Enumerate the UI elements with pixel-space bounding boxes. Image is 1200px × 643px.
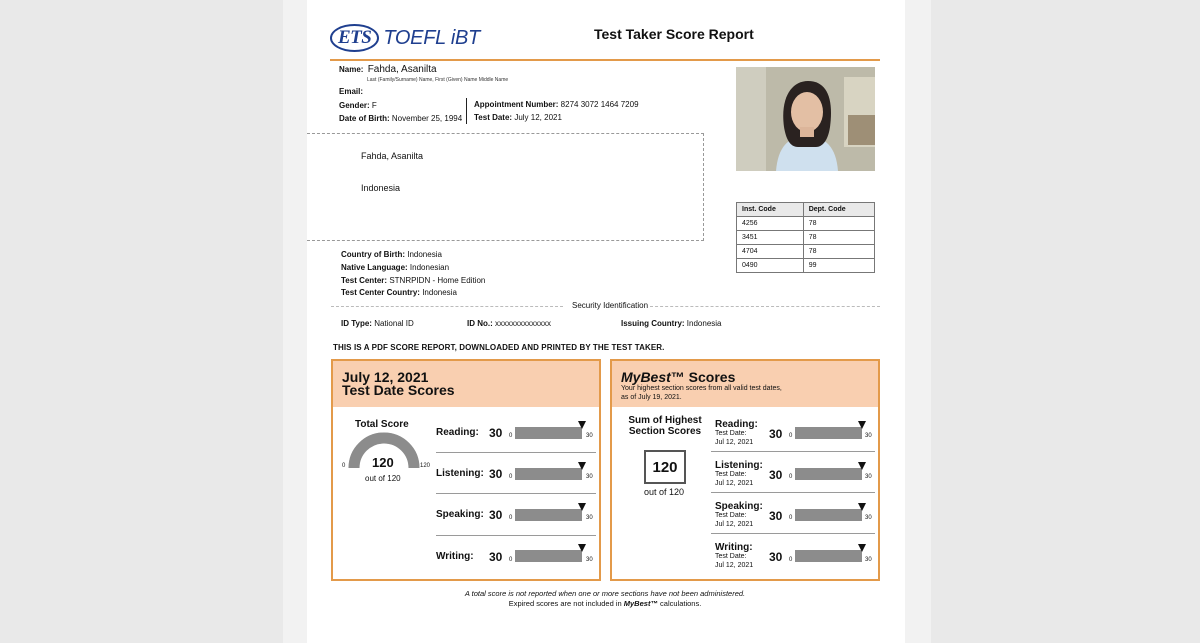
bar-min: 0	[789, 557, 793, 563]
score-marker	[578, 421, 586, 429]
address-name: Fahda, Asanilta	[361, 151, 424, 161]
score-marker	[578, 544, 586, 552]
section-score-bar	[515, 509, 582, 521]
row-divider	[711, 492, 875, 493]
bar-max: 30	[586, 474, 593, 480]
country-of-birth-value: Indonesia	[407, 250, 442, 259]
vertical-separator	[466, 98, 467, 124]
bar-min: 0	[789, 474, 793, 480]
score-marker	[858, 503, 866, 511]
section-score-reading: 30	[489, 426, 503, 440]
name-format-hint: Last (Family/Surname) Name, First (Given) Name Middle Name	[367, 77, 509, 83]
id-number-label: ID No.:	[467, 319, 493, 328]
section-name-reading: Reading:	[436, 427, 479, 438]
test-center-label: Test Center:	[341, 276, 388, 285]
sum-of-highest-label	[622, 415, 708, 437]
row-divider	[711, 451, 875, 452]
dob-label: Date of Birth:	[339, 114, 390, 123]
bar-max: 30	[865, 474, 872, 480]
id-number-value: xxxxxxxxxxxxxx	[495, 319, 552, 328]
dept-code-cell: 78	[803, 245, 874, 259]
mybest-score-bar	[795, 550, 862, 562]
address-country: Indonesia	[361, 183, 401, 193]
id-type-row	[341, 319, 414, 328]
institution-codes-table	[736, 202, 875, 273]
row-divider	[436, 452, 596, 453]
bar-min: 0	[509, 433, 513, 439]
bar-min: 0	[789, 515, 793, 521]
mybest-name-speaking: Speaking:	[715, 501, 763, 512]
test-date-row	[474, 113, 562, 122]
gender-value: F	[371, 101, 377, 110]
score-marker	[858, 462, 866, 470]
inst-code-cell: 4704	[737, 245, 804, 259]
test-center-value: STNRPIDN - Home Edition	[389, 276, 486, 285]
country-of-birth-label: Country of Birth:	[341, 250, 405, 259]
name-label: Name:	[339, 65, 364, 74]
test-date-scores-date: July 12, 2021	[342, 369, 429, 385]
footer-line-2b: MyBest™	[623, 599, 658, 608]
appointment-row	[474, 100, 639, 109]
bar-min: 0	[509, 557, 513, 563]
bar-max: 30	[586, 557, 593, 563]
mybest-name-reading: Reading:	[715, 419, 758, 430]
mybest-scores-header	[612, 361, 878, 407]
test-date-scores-title: Test Date Scores	[342, 382, 455, 398]
inst-code-cell: 4256	[737, 217, 804, 231]
test-center-country-row	[341, 288, 457, 297]
mybest-score-speaking: 30	[769, 509, 783, 523]
test-center-country-value: Indonesia	[422, 288, 457, 297]
mybest-title-rest: ™ Scores	[670, 369, 736, 385]
section-score-writing: 30	[489, 550, 503, 564]
mybest-score-reading: 30	[769, 427, 783, 441]
bar-max: 30	[865, 515, 872, 521]
title-divider	[330, 59, 880, 61]
section-name-writing: Writing:	[436, 551, 474, 562]
table-row	[737, 231, 875, 245]
mybest-date-listening: Jul 12, 2021	[715, 480, 754, 487]
sum-label-line-1: Sum of Highest	[628, 415, 702, 426]
mybest-subtitle-1: Your highest section scores from all valid test dates,	[621, 385, 782, 392]
total-score-label: Total Score	[355, 419, 409, 430]
row-divider	[436, 535, 596, 536]
mybest-name-listening: Listening:	[715, 460, 763, 471]
security-identification-title: Security Identification	[572, 301, 649, 310]
ets-toefl-logo	[330, 22, 480, 54]
native-language-label: Native Language:	[341, 263, 408, 272]
section-score-bar	[515, 427, 582, 439]
section-score-listening: 30	[489, 467, 503, 481]
bar-max: 30	[586, 515, 593, 521]
table-row	[737, 217, 875, 231]
issuing-country-row	[621, 319, 722, 328]
mybest-score-bar	[795, 509, 862, 521]
appointment-number: 8274 3072 1464 7209	[560, 100, 639, 109]
gender-row	[339, 101, 377, 110]
test-center-country-label: Test Center Country:	[341, 288, 420, 297]
native-language-value: Indonesian	[409, 263, 450, 272]
mybest-score-listening: 30	[769, 468, 783, 482]
mybest-title-italic: MyBest	[621, 369, 671, 385]
mybest-date-reading: Jul 12, 2021	[715, 439, 754, 446]
bar-min: 0	[789, 433, 793, 439]
sum-label-line-2: Section Scores	[628, 426, 702, 437]
candidate-name: Fahda, Asanilta	[367, 64, 437, 75]
footer-line-2c: calculations.	[657, 599, 702, 608]
native-language-row	[341, 263, 449, 272]
mybest-date-label: Test Date:	[715, 512, 747, 519]
dept-code-cell: 78	[803, 217, 874, 231]
mybest-date-writing: Jul 12, 2021	[715, 562, 754, 569]
section-score-bar	[515, 550, 582, 562]
photo-illustration	[736, 67, 875, 171]
mybest-date-speaking: Jul 12, 2021	[715, 521, 754, 528]
footer-note	[440, 589, 770, 609]
id-type-value: National ID	[374, 319, 414, 328]
section-name-listening: Listening:	[436, 468, 484, 479]
mybest-date-label: Test Date:	[715, 430, 747, 437]
total-score-value: 120	[372, 455, 394, 470]
bar-min: 0	[509, 515, 513, 521]
ets-logo-text: ETS	[330, 24, 379, 52]
total-score-out-of: out of 120	[365, 474, 401, 483]
inst-code-header: Inst. Code	[737, 203, 804, 217]
appointment-label: Appointment Number:	[474, 100, 559, 109]
dept-code-header: Dept. Code	[803, 203, 874, 217]
test-date-scores-header	[333, 361, 599, 407]
table-row	[737, 259, 875, 273]
section-score-bar	[515, 468, 582, 480]
mybest-date-label: Test Date:	[715, 553, 747, 560]
mybest-subtitle-2: as of July 19, 2021.	[621, 394, 682, 401]
issuing-country-value: Indonesia	[686, 319, 722, 328]
report-title: Test Taker Score Report	[594, 26, 754, 42]
name-row	[339, 64, 437, 75]
table-row	[737, 245, 875, 259]
sum-score-out-of: out of 120	[644, 487, 685, 497]
bar-max: 30	[865, 557, 872, 563]
candidate-photo	[736, 67, 875, 171]
gender-label: Gender:	[339, 101, 370, 110]
country-of-birth-row	[341, 250, 442, 259]
sum-score-box: 120	[644, 450, 686, 484]
table-header-row	[737, 203, 875, 217]
mybest-title	[621, 370, 735, 385]
dob-value: November 25, 1994	[391, 114, 463, 123]
score-marker	[578, 503, 586, 511]
issuing-country-label: Issuing Country:	[621, 319, 685, 328]
footer-line-1: A total score is not reported when one or more sections have not been administered.	[464, 589, 746, 598]
gauge-min: 0	[342, 463, 346, 469]
inst-code-cell: 0490	[737, 259, 804, 273]
inst-code-cell: 3451	[737, 231, 804, 245]
score-marker	[858, 421, 866, 429]
footer-line-2a: Expired scores are not included in	[508, 599, 624, 608]
id-type-label: ID Type:	[341, 319, 372, 328]
security-rule-left	[331, 306, 563, 307]
section-name-speaking: Speaking:	[436, 509, 484, 520]
test-date-section-scores	[432, 411, 596, 576]
mybest-section-scores	[711, 411, 875, 576]
dept-code-cell: 78	[803, 231, 874, 245]
email-label: Email:	[339, 87, 364, 96]
row-divider	[436, 493, 596, 494]
score-marker	[858, 544, 866, 552]
id-number-row	[467, 319, 551, 328]
mybest-score-bar	[795, 468, 862, 480]
row-divider	[711, 533, 875, 534]
security-rule-right	[650, 306, 880, 307]
mybest-score-writing: 30	[769, 550, 783, 564]
score-marker	[578, 462, 586, 470]
toefl-logo-text: TOEFL iBT	[383, 26, 480, 49]
mybest-name-writing: Writing:	[715, 542, 753, 553]
bar-max: 30	[586, 433, 593, 439]
footer-line-2	[440, 599, 770, 609]
bar-min: 0	[509, 474, 513, 480]
pdf-disclaimer: THIS IS A PDF SCORE REPORT, DOWNLOADED AND PRINTED BY THE TEST TAKER.	[333, 343, 665, 352]
mybest-date-label: Test Date:	[715, 471, 747, 478]
dept-code-cell: 99	[803, 259, 874, 273]
dob-row	[339, 114, 462, 123]
test-date-label: Test Date:	[474, 113, 513, 122]
mybest-score-bar	[795, 427, 862, 439]
test-date-value: July 12, 2021	[514, 113, 562, 122]
gauge-max: 120	[420, 463, 431, 469]
section-score-speaking: 30	[489, 508, 503, 522]
bar-max: 30	[865, 433, 872, 439]
test-center-row	[341, 276, 485, 285]
